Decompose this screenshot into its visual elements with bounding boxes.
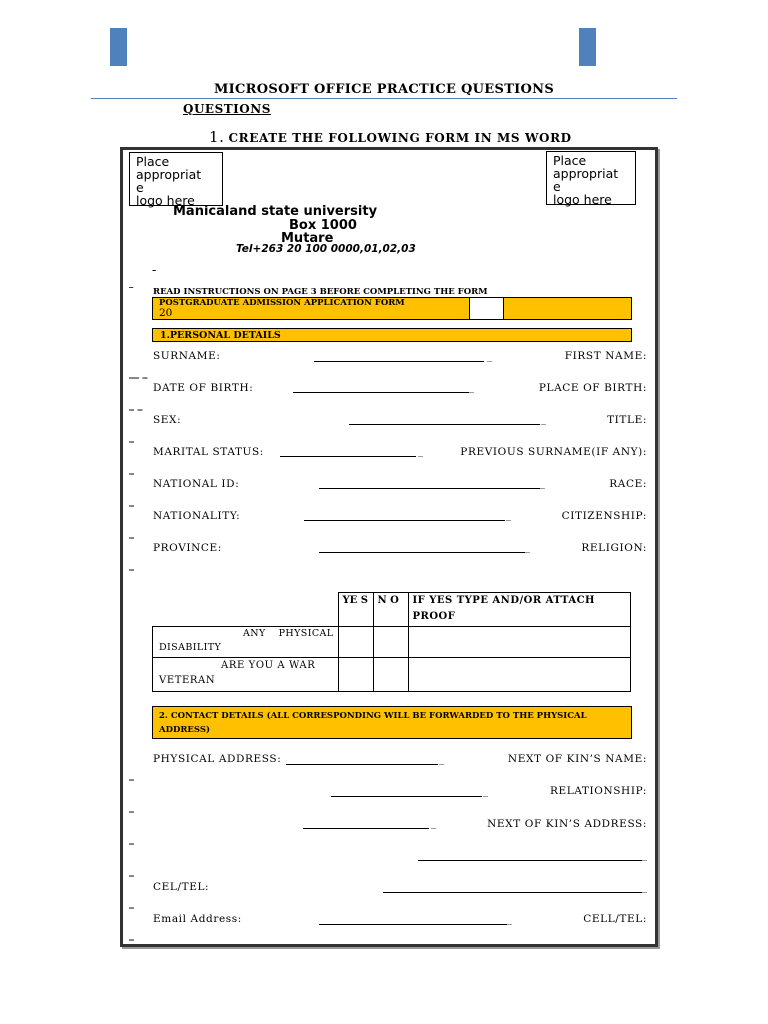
line-marker: _: [129, 560, 134, 571]
physical-disability-label: [153, 627, 339, 658]
logo-text: appropriat: [136, 167, 202, 182]
logo-text: logo here: [553, 192, 612, 207]
underscore: _: [431, 818, 436, 829]
relationship-label: RELATIONSHIP:: [549, 785, 647, 797]
line-marker: _: [129, 834, 134, 845]
war-veteran-no[interactable]: [373, 658, 408, 692]
line-marker: _: [129, 802, 134, 813]
underscore: _: [541, 414, 546, 425]
empty-cell: [153, 593, 339, 627]
line-marker: _: [129, 866, 134, 877]
stray-mark: –: [152, 266, 157, 276]
university-city: Mutare: [281, 231, 334, 246]
cel-tel-label: CEL/TEL:: [153, 881, 210, 893]
right-logo-placeholder[interactable]: [546, 151, 636, 205]
form-title: POSTGRADUATE ADMISSION APPLICATION FORM: [159, 298, 405, 308]
national-id-input-line[interactable]: [319, 488, 540, 489]
surname-input-line[interactable]: [314, 361, 484, 362]
no-header: N O: [373, 593, 408, 627]
header-left-marker: [110, 28, 127, 66]
logo-text: appropriat: [553, 166, 619, 181]
underscore: _: [418, 446, 423, 457]
question-number: 1.: [209, 128, 225, 146]
line-marker: _: [129, 496, 134, 507]
line-marker: _: [129, 528, 134, 539]
race-label: RACE:: [609, 478, 647, 490]
row-label: ARE YOU A WAR VETERAN: [159, 660, 316, 686]
address-line-3[interactable]: [303, 828, 429, 829]
question-1: [209, 128, 572, 146]
kin-address-line-2[interactable]: [418, 860, 642, 861]
left-logo-placeholder[interactable]: [129, 152, 223, 206]
place-of-birth-label: PLACE OF BIRTH:: [538, 382, 647, 394]
page-title: MICROSOFT OFFICE PRACTICE QUESTIONS: [213, 82, 555, 97]
war-veteran-label: [153, 658, 339, 692]
year-digit-box[interactable]: [469, 298, 488, 319]
section-contact-details: [152, 706, 632, 739]
war-veteran-yes[interactable]: [338, 658, 373, 692]
underscore: _: [507, 914, 512, 925]
surname-label: SURNAME:: [153, 350, 221, 362]
proof-header: IF YES TYPE AND/OR ATTACH PROOF: [408, 593, 631, 627]
line-marker: _: [129, 464, 134, 475]
citizenship-label: CITIZENSHIP:: [561, 510, 647, 522]
province-label: PROVINCE:: [153, 542, 222, 554]
disability-table: [152, 592, 631, 692]
line-marker: _: [129, 898, 134, 909]
national-id-label: NATIONAL ID:: [153, 478, 240, 490]
underscore: _: [439, 754, 444, 765]
physical-address-input-line[interactable]: [286, 764, 438, 765]
line-marker: _: [129, 930, 134, 941]
yes-header: YE S: [338, 593, 373, 627]
underscore: _: [642, 850, 647, 861]
cell-tel-label: CELL/TEL:: [583, 913, 647, 925]
email-address-label: Email Address:: [153, 913, 242, 925]
previous-surname-label: PREVIOUS SURNAME(IF ANY):: [460, 446, 647, 458]
section-heading: 1.PERSONAL DETAILS: [160, 330, 281, 341]
sex-input-line[interactable]: [349, 424, 540, 425]
marital-status-label: MARITAL STATUS:: [153, 446, 264, 458]
underscore: _: [483, 786, 488, 797]
logo-text: logo here: [136, 193, 195, 208]
header-rule: [91, 98, 677, 99]
section-heading: 2. CONTACT DETAILS (ALL CORRESPONDING WILL BE FORWARDED TO THE PHYSICAL ADDRESS): [159, 711, 587, 735]
date-of-birth-input-line[interactable]: [293, 392, 469, 393]
header-right-marker: [579, 28, 596, 66]
line-marker: _: [129, 770, 134, 781]
university-telephone: Tel+263 20 100 0000,01,02,03: [236, 243, 416, 255]
nationality-label: NATIONALITY:: [153, 510, 241, 522]
marital-status-input-line[interactable]: [280, 456, 416, 457]
stray-mark: _: [129, 279, 134, 289]
logo-text: e: [136, 180, 144, 195]
logo-text: Place: [136, 154, 170, 169]
row-label: ANY PHYSICAL DISABILITY: [159, 628, 334, 653]
year-digit-box[interactable]: [487, 298, 504, 319]
war-veteran-proof[interactable]: [408, 658, 631, 692]
section-personal-details: [152, 328, 632, 342]
province-input-line[interactable]: [319, 552, 525, 553]
underscore: _: [525, 542, 530, 553]
university-box: Box 1000: [289, 218, 357, 233]
instructions-text: READ INSTRUCTIONS ON PAGE 3 BEFORE COMPLETING THE FORM: [153, 287, 488, 297]
address-line-2[interactable]: [331, 796, 482, 797]
first-name-label: FIRST NAME:: [564, 350, 647, 362]
underscore: _: [506, 510, 511, 521]
sex-label: SEX:: [153, 414, 182, 426]
title-label: TITLE:: [607, 414, 647, 426]
underscore: _: [469, 382, 474, 393]
physical-address-label: PHYSICAL ADDRESS:: [153, 753, 282, 765]
kin-address-line-3[interactable]: [383, 892, 642, 893]
next-of-kin-address-label: NEXT OF KIN’S ADDRESS:: [487, 818, 647, 830]
physical-disability-proof[interactable]: [408, 627, 631, 658]
next-of-kin-name-label: NEXT OF KIN’S NAME:: [507, 753, 647, 765]
email-input-line[interactable]: [319, 924, 507, 925]
question-text: CREATE THE FOLLOWING FORM IN MS WORD: [228, 131, 572, 145]
underscore: _: [642, 882, 647, 893]
underscore: _: [540, 478, 545, 489]
line-marker: _: [129, 432, 134, 443]
form-title-year: 20: [159, 307, 173, 319]
university-name: Manicaland state university: [173, 204, 378, 219]
underscore: _: [487, 351, 492, 362]
questions-heading: QUESTIONS: [183, 102, 271, 116]
physical-disability-yes[interactable]: [338, 627, 373, 658]
nationality-input-line[interactable]: [304, 520, 505, 521]
line-marker: _ _: [129, 400, 143, 411]
date-of-birth-label: DATE OF BIRTH:: [153, 382, 254, 394]
logo-text: Place: [553, 153, 587, 168]
physical-disability-no[interactable]: [373, 627, 408, 658]
religion-label: RELIGION:: [581, 542, 647, 554]
form-title-bar: [152, 297, 632, 320]
line-marker: __ _: [129, 368, 148, 379]
logo-text: e: [553, 179, 561, 194]
